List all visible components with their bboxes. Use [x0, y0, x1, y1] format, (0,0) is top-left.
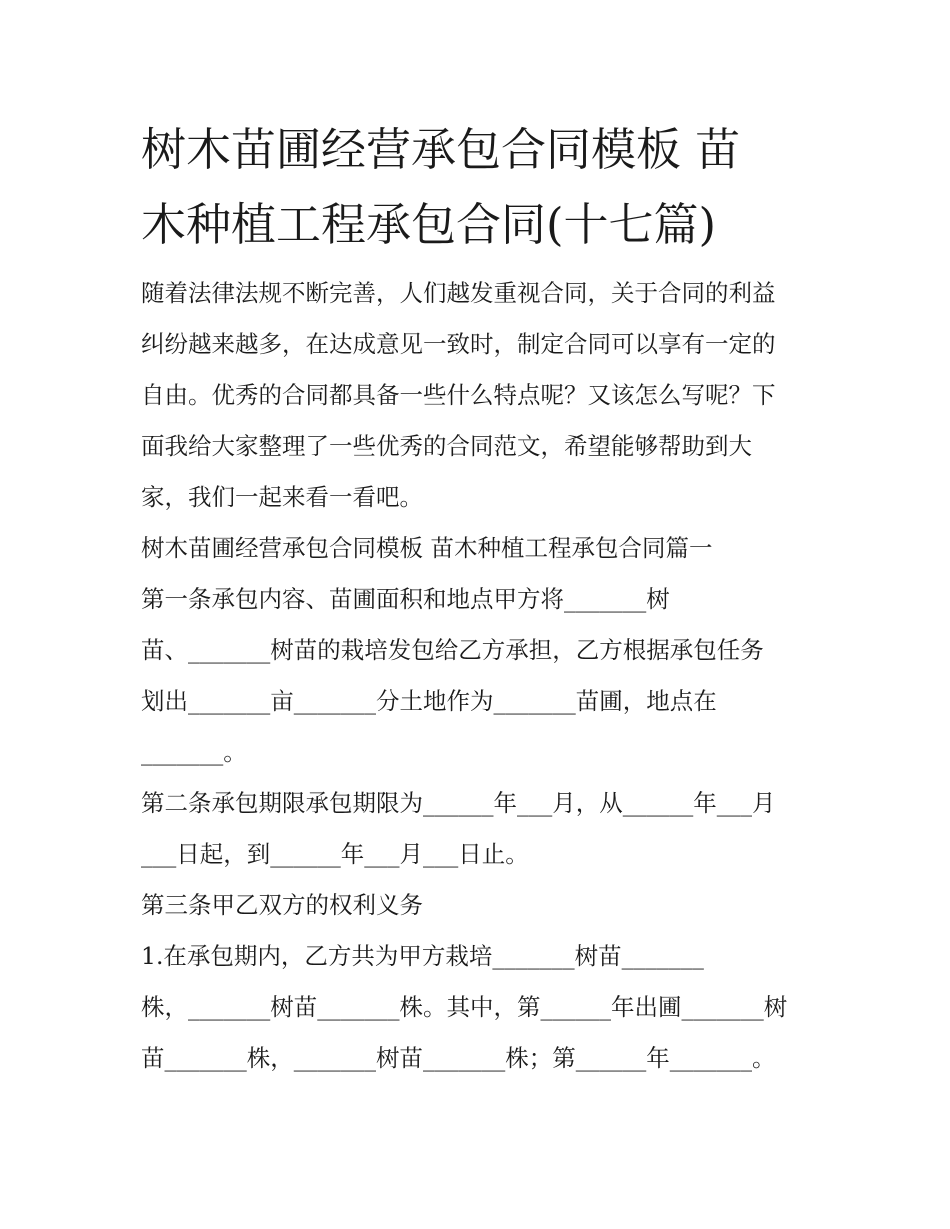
article-2-line: 第二条承包期限承包期限为______年___月，从______年___月 — [141, 789, 776, 817]
intro-line: 面我给大家整理了一些优秀的合同范文，希望能够帮助到大 — [141, 432, 752, 460]
article-3-item-1-line: 株，_______树苗_______株。其中，第______年出圃_______树 — [141, 993, 788, 1021]
intro-line: 自由。优秀的合同都具备一些什么特点呢？又该怎么写呢？下 — [141, 381, 776, 409]
article-1-line: _______。 — [141, 738, 247, 766]
intro-paragraph — [141, 268, 813, 523]
document-page — [141, 112, 813, 1084]
intro-line: 家，我们一起来看一看吧。 — [141, 483, 423, 511]
article-1-line: 第一条承包内容、苗圃面积和地点甲方将_______树 — [141, 585, 670, 613]
article-1-line: 划出_______亩_______分土地作为_______苗圃，地点在 — [141, 687, 717, 715]
intro-line: 纠纷越来越多，在达成意见一致时，制定合同可以享有一定的 — [141, 330, 776, 358]
article-3-item-1-line: 苗_______株，_______树苗_______株；第______年_______。 — [141, 1044, 776, 1072]
section-heading — [141, 523, 813, 574]
article-2-line: ___日起，到______年___月___日止。 — [141, 840, 529, 868]
article-3-heading-text: 第三条甲乙双方的权利义务 — [141, 891, 423, 919]
title-line: 树木苗圃经营承包合同模板 苗 — [141, 123, 741, 176]
title-line: 木种植工程承包合同(十七篇) — [141, 198, 717, 251]
article-3-item-1-line: 1.在承包期内，乙方共为甲方栽培_______树苗_______ — [141, 942, 704, 970]
article-3-heading — [141, 880, 813, 931]
article-2 — [141, 778, 813, 880]
article-1 — [141, 574, 813, 778]
section-heading-text: 树木苗圃经营承包合同模板 苗木种植工程承包合同篇一 — [141, 534, 713, 562]
intro-line: 随着法律法规不断完善，人们越发重视合同，关于合同的利益 — [141, 279, 776, 307]
article-1-line: 苗、_______树苗的栽培发包给乙方承担，乙方根据承包任务 — [141, 636, 764, 664]
article-3-item-1 — [141, 931, 813, 1084]
document-title — [141, 112, 813, 262]
